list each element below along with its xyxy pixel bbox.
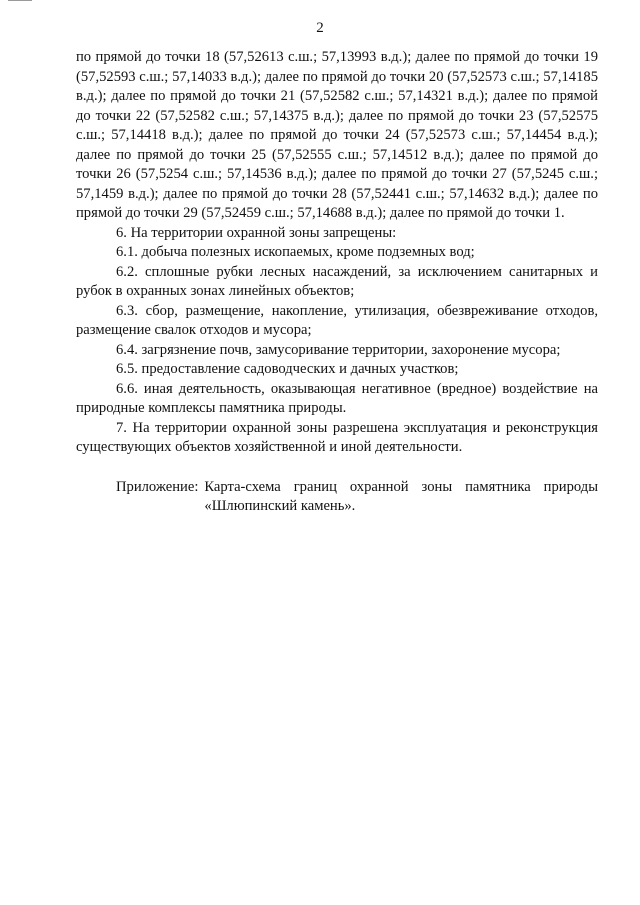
appendix-label: Приложение: <box>116 478 199 495</box>
page-number: 2 <box>316 20 324 36</box>
list-item: 6.3. сбор, размещение, накопление, утилизация, обезвреживание отходов, размещение свалок отходов и мусора; <box>76 302 598 338</box>
list-item: 6.1. добыча полезных ископаемых, кроме подземных вод; <box>116 244 475 260</box>
appendix-text: Карта-схема границ охранной зоны памятника природы «Шлюпинский камень». <box>204 478 598 514</box>
appendix <box>76 478 598 517</box>
section-7-paragraph: 7. На территории охранной зоны разрешена эксплуатация и реконструкция существующих объектов хозяйственной и иной деятельности. <box>76 419 598 455</box>
list-item: 6.6. иная деятельность, оказывающая негативное (вредное) воздействие на природные комплексы памятника природы. <box>76 380 598 416</box>
list-item: 6.5. предоставление садоводческих и дачных участков; <box>116 361 459 377</box>
section-6-heading: 6. На территории охранной зоны запрещены: <box>116 224 397 241</box>
document-body <box>76 48 598 517</box>
list-item: 6.4. загрязнение почв, замусоривание территории, захоронение мусора; <box>116 341 561 358</box>
scan-edge-mark <box>8 0 32 1</box>
boundary-points-paragraph: по прямой до точки 18 (57,52613 с.ш.; 57,13993 в.д.); далее по прямой до точки 19 (57,52593 с.ш.; 57,14033 в.д.); далее по прямой до точки 20 (57,52573 с.ш.; 57,14185 в.д.); далее по прямой до точки 21 (57,52582 с.ш.; 57,14321 в.д.); далее по прямой до точки 22 (57,52582 с.ш.; 57,14375 в.д.); далее по прямой до точки 23 (57,52575 с.ш.; 57,14418 в.д.); далее по прямой до точки 24 (57,52573 с.ш.; 57,14454 в.д.); далее по прямой до точки 25 (57,52555 с.ш.; 57,14512 в.д.); далее по прямой до точки 26 (57,5254 с.ш.; 57,14536 в.д.); далее по прямой до точки 27 (57,5245 с.ш.; 57,1459 в.д.); далее по прямой до точки 28 (57,52441 с.ш.; 57,14632 в.д.); далее по прямой до точки 29 (57,52459 с.ш.; 57,14688 в.д.); далее по прямой до точки 1. <box>76 49 598 221</box>
list-item: 6.2. сплошные рубки лесных насаждений, за исключением санитарных и рубок в охранных зонах линейных объектов; <box>76 263 598 299</box>
